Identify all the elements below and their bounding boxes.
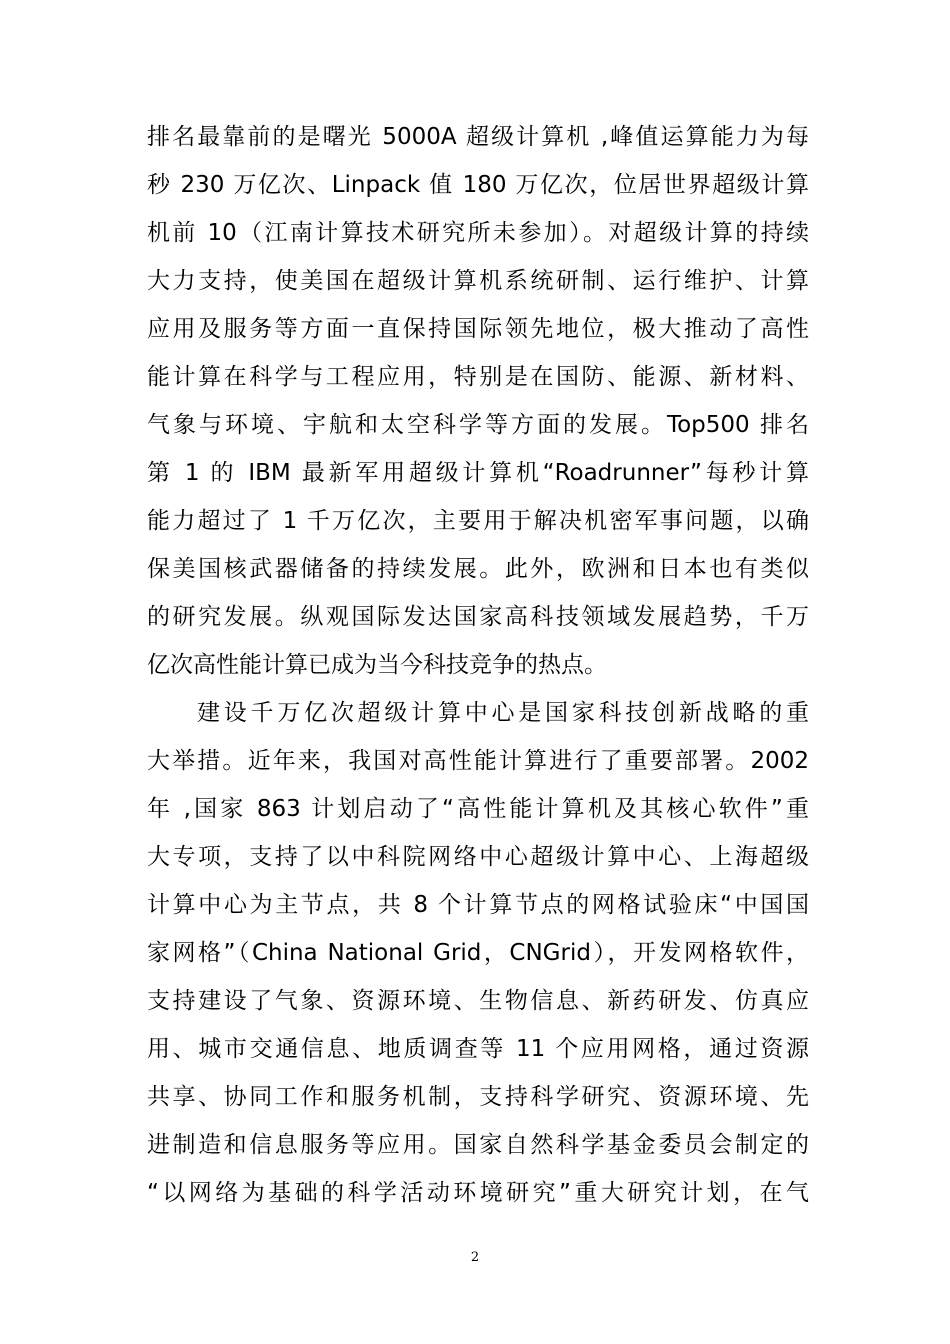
- text-line: 应用及服务等方面一直保持国际领先地位，极大推动了高性: [147, 316, 809, 342]
- text-line: 能计算在科学与工程应用，特别是在国防、能源、新材料、: [147, 364, 809, 390]
- text-line: 机前 10（江南计算技术研究所未参加）。对超级计算的持续: [147, 220, 809, 246]
- text-line: 保美国核武器储备的持续发展。此外，欧洲和日本也有类似: [147, 556, 809, 582]
- text-line: 用、城市交通信息、地质调查等 11 个应用网格，通过资源: [147, 1036, 809, 1062]
- text-line: 第 1 的 IBM 最新军用超级计算机“Roadrunner”每秒计算: [147, 460, 809, 486]
- text-line: 能力超过了 1 千万亿次，主要用于解决机密军事问题，以确: [147, 508, 809, 534]
- text-line: 大力支持，使美国在超级计算机系统研制、运行维护、计算: [147, 268, 809, 294]
- text-line: 支持建设了气象、资源环境、生物信息、新药研发、仿真应: [147, 988, 809, 1014]
- text-line: 大专项，支持了以中科院网络中心超级计算中心、上海超级: [147, 844, 809, 870]
- text-line: 共享、协同工作和服务机制，支持科学研究、资源环境、先: [147, 1084, 809, 1110]
- text-line: 气象与环境、宇航和太空科学等方面的发展。Top500 排名: [147, 412, 809, 438]
- page-number: 2: [470, 1250, 480, 1265]
- text-line: 计算中心为主节点，共 8 个计算节点的网格试验床“中国国: [147, 892, 809, 918]
- text-line: 大举措。近年来，我国对高性能计算进行了重要部署。2002: [147, 748, 809, 774]
- paragraph-1: [147, 113, 809, 689]
- body-text: [147, 113, 809, 1217]
- text-line: “以网络为基础的科学活动环境研究”重大研究计划，在气: [147, 1180, 809, 1206]
- text-line: 建设千万亿次超级计算中心是国家科技创新战略的重: [197, 700, 809, 726]
- text-line: 秒 230 万亿次、Linpack 值 180 万亿次，位居世界超级计算: [147, 172, 809, 198]
- text-line: 家网格”（China National Grid，CNGrid），开发网格软件，: [147, 940, 809, 966]
- text-line: 进制造和信息服务等应用。国家自然科学基金委员会制定的: [147, 1132, 809, 1158]
- text-line: 亿次高性能计算已成为当今科技竞争的热点。: [147, 652, 607, 678]
- text-line: 排名最靠前的是曙光 5000A 超级计算机 ,峰值运算能力为每: [147, 124, 809, 150]
- paragraph-2: [147, 689, 809, 1217]
- text-line: 年 ,国家 863 计划启动了“高性能计算机及其核心软件”重: [147, 796, 809, 822]
- text-line: 的研究发展。纵观国际发达国家高科技领域发展趋势，千万: [147, 604, 809, 630]
